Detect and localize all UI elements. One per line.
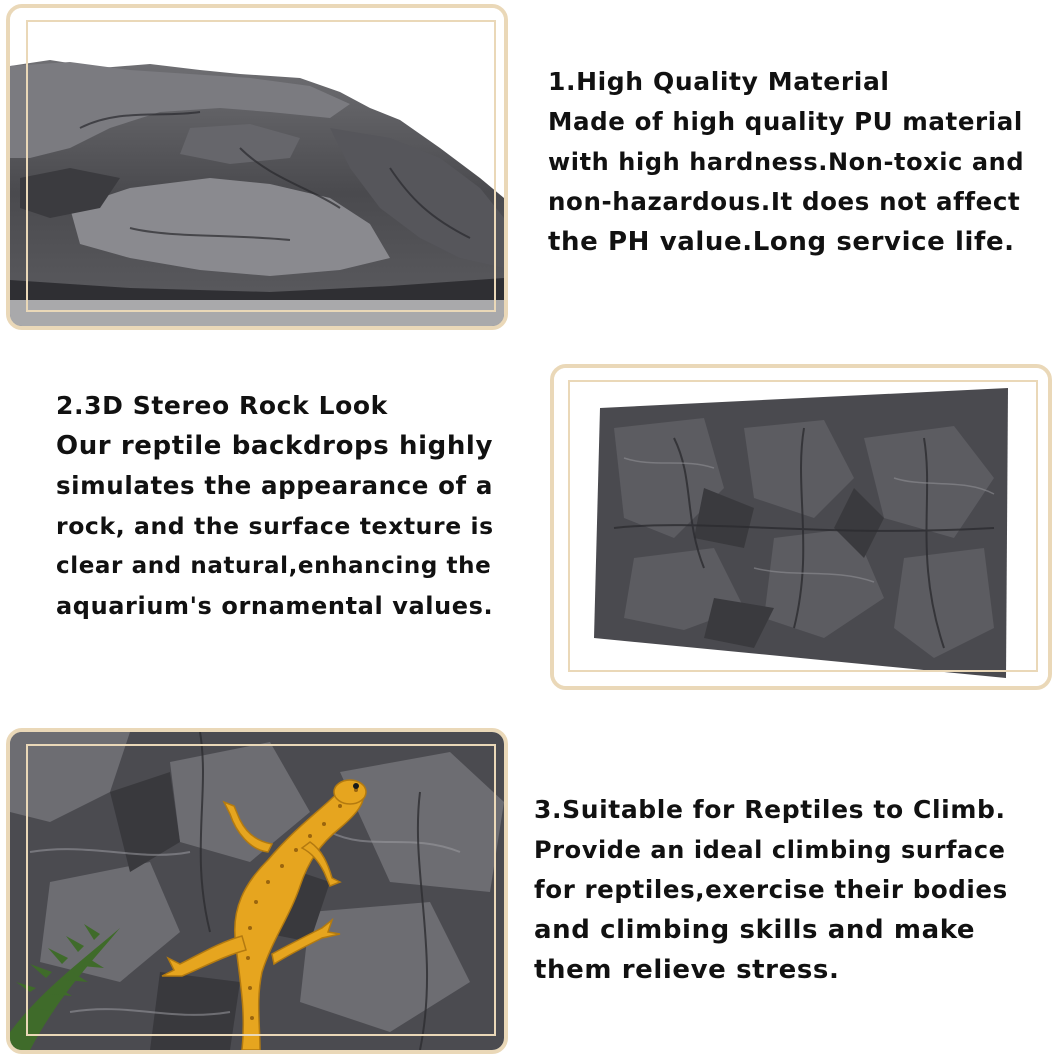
- rock-backdrop-panel-image: [554, 368, 1048, 686]
- feature-2-heading: 2.3D Stereo Rock Look: [56, 391, 388, 420]
- feature-1-line-3: non-hazardous.It does not affect: [548, 187, 1021, 216]
- feature-1-heading: 1.High Quality Material: [548, 67, 890, 96]
- feature-3-line-4: them relieve stress.: [534, 955, 840, 985]
- feature-3-image-frame: [6, 728, 508, 1054]
- rock-texture-closeup-image: [10, 8, 504, 326]
- feature-2-image-frame: [550, 364, 1052, 690]
- feature-1-line-4: the PH value.Long service life.: [548, 227, 1015, 257]
- feature-3-line-1: Provide an ideal climbing surface: [534, 836, 1006, 864]
- feature-1-line-2: with high hardness.Non-toxic and: [548, 148, 1025, 176]
- feature-3-text: [534, 790, 1012, 990]
- feature-2-line-5: aquarium's ornamental values.: [56, 592, 494, 620]
- gecko-climbing-rock-image: [10, 732, 504, 1050]
- feature-2-line-1: Our reptile backdrops highly: [56, 431, 493, 461]
- feature-2-line-2: simulates the appearance of a: [56, 471, 494, 500]
- feature-2-text: [56, 386, 496, 626]
- feature-1-text: [548, 62, 1028, 262]
- feature-3-line-3: and climbing skills and make: [534, 915, 976, 945]
- feature-1-image-frame: [6, 4, 508, 330]
- feature-2-line-4: clear and natural,enhancing the: [56, 553, 492, 579]
- feature-2-line-3: rock, and the surface texture is: [56, 512, 494, 540]
- feature-3-line-2: for reptiles,exercise their bodies: [534, 875, 1008, 904]
- feature-3-heading: 3.Suitable for Reptiles to Climb.: [534, 795, 1006, 824]
- feature-1-line-1: Made of high quality PU material: [548, 107, 1023, 136]
